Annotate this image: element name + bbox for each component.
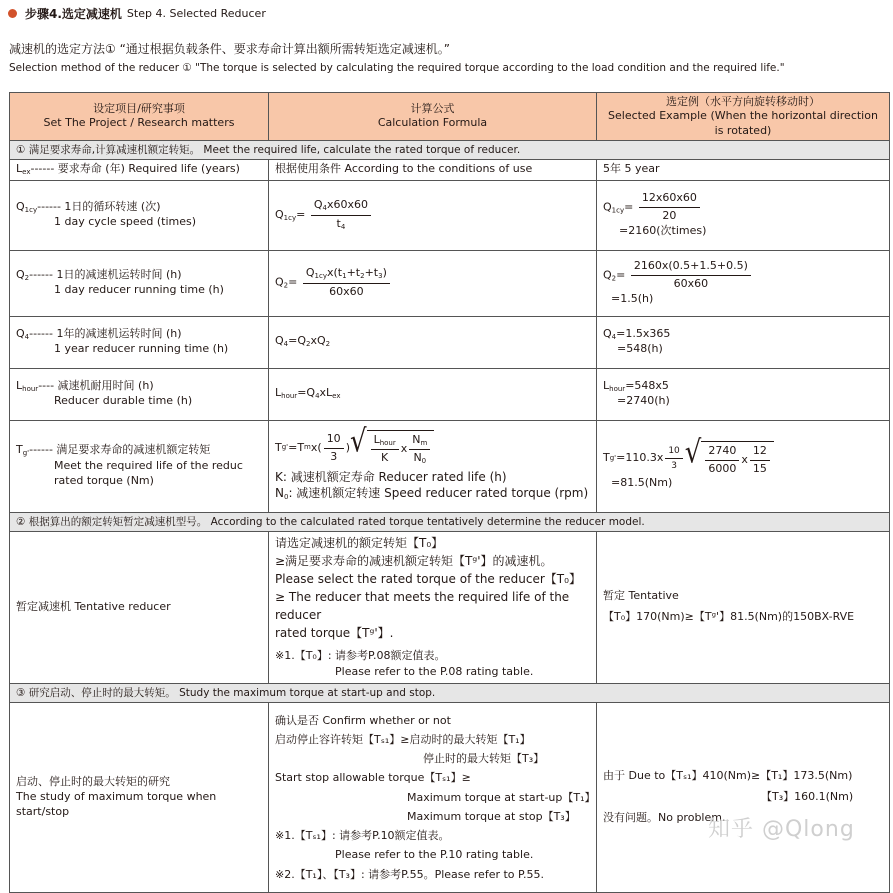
formula-durable-time: $L_{hour}=Q_4xL_{ex}$	[269, 368, 597, 420]
intro-text-zh: 减速机的选定方法① “通过根据负载条件、要求寿命计算出额所需转矩选定减速机。”	[9, 42, 451, 56]
item-required-life: $L_{ex}------$ 要求寿命 (年) Required life (years)	[10, 160, 269, 180]
formula-yearly-running-time: $Q_4=Q_2xQ_2$	[269, 316, 597, 368]
example-tentative-reducer: 暂定 Tentative 【T₀】170(Nm)≥【Tᵍ'】81.5(Nm)的150BX-RVE	[597, 531, 890, 683]
watermark: 知乎 @Qlong	[708, 817, 855, 842]
step-heading	[8, 4, 266, 22]
item-daily-running-time: $Q_2------$ 1日的减速机运转时间 (h) 1 day reducer running time (h)	[10, 250, 269, 316]
table-row-max-torque-start-stop	[10, 702, 890, 892]
table-row-yearly-running-time	[10, 316, 890, 368]
intro-text-en: Selection method of the reducer ① "The torque is selected by calculating the required torque according to the load condition and the required life."	[9, 62, 785, 74]
formula-tentative-reducer: 请选定减速机的额定转矩【T₀】 ≥满足要求寿命的减速机额定转矩【Tᵍ'】的减速机。 Please select the rated torque of the reducer【T₀】 ≥ The reducer that meets the required life of the reducer rated torque【Tᵍ'】. ※1.【T₀】: 请参考P.08额定值表。 Please refer to the P.08 rating table.	[269, 531, 597, 683]
example-required-life: 5年 5 year	[597, 160, 890, 180]
example-max-torque-start-stop: 由于 Due to【Tₛ₁】410(Nm)≥【T₁】173.5(Nm) 【T₃】160.1(Nm) 没有问题。No problem.	[597, 702, 890, 892]
column-header-example: 选定例（水平方向旋转移动时） Selected Example (When the horizontal direction is rotated)	[597, 93, 890, 141]
formula-max-torque-start-stop: 确认是否 Confirm whether or not 启动停止容许转矩【Tₛ₁】≥启动时的最大转矩【T₁】 停止时的最大转矩【T₃】 Start stop allowable torque【Tₛ₁】≥ Maximum torque at start-up【T₁】 Maximum torque at stop【T₃】 ※1.【Tₛ₁】: 请参考P.10额定值表。 Please refer to the P.10 rating table. ※2.【T₁】、【T₃】: 请参考P.55。Please refer to P.55.	[269, 702, 597, 892]
formula-cycle-speed: $Q_{1cy}=$ $\frac{Q_4x60x60}{t_4}$	[269, 180, 597, 250]
item-durable-time: $L_{hour}----$ 减速机耐用时间 (h) Reducer durable time (h)	[10, 368, 269, 420]
step-title-en: Step 4. Selected Reducer	[126, 6, 266, 20]
square-root-symbol: √ $\frac{2740}{6000}$ x $\frac{12}{15}$	[685, 441, 774, 477]
example-rated-torque: T g' =110.3x $\frac{10}{3}$ √ $\frac{2740}{6000}$ x $\frac{12}{15}$ =81.5(Nm)	[597, 420, 890, 512]
table-row-tentative-reducer	[10, 531, 890, 683]
section-1-heading: ① 满足要求寿命,计算减速机额定转矩。 Meet the required life, calculate the rated torque of reducer.	[10, 140, 890, 159]
item-cycle-speed: $Q_{1cy}------$ 1日的循环转速 (次) 1 day cycle speed (times)	[10, 180, 269, 250]
step-title-zh: 步骤4.选定减速机	[25, 6, 122, 21]
column-header-project: 设定项目/研究事项 Set The Project / Research matters	[10, 93, 269, 141]
reducer-selection-table	[9, 92, 890, 893]
table-row-daily-running-time	[10, 250, 890, 316]
section-3-heading: ③ 研究启动、停止时的最大转矩。 Study the maximum torque at start-up and stop.	[10, 683, 890, 702]
column-header-formula: 计算公式 Calculation Formula	[269, 93, 597, 141]
item-max-torque-start-stop: 启动、停止时的最大转矩的研究 The study of maximum torque when start/stop	[10, 702, 269, 892]
example-durable-time: $L_{hour}=548x5$ =2740(h)	[597, 368, 890, 420]
item-yearly-running-time: $Q_4------$ 1年的减速机运转时间 (h) 1 year reducer running time (h)	[10, 316, 269, 368]
formula-required-life: 根据使用条件 According to the conditions of use	[269, 160, 597, 180]
table-row-rated-torque	[10, 420, 890, 512]
item-rated-torque: $T_{g'}------$ 满足要求寿命的减速机额定转矩 Meet the required life of the reduc rated torque (Nm)	[10, 420, 269, 512]
item-tentative-reducer: 暂定减速机 Tentative reducer	[10, 531, 269, 683]
formula-daily-running-time: $Q_2=$ $\frac{Q_{1cy}x(t_1+t_2+t_3)}{60x60}$	[269, 250, 597, 316]
bullet-dot-icon	[8, 9, 17, 18]
example-yearly-running-time: $Q_4=1.5x365$ =548(h)	[597, 316, 890, 368]
table-row-cycle-speed	[10, 180, 890, 250]
section-2-heading: ② 根据算出的额定转矩暂定减速机型号。 According to the calculated rated torque tentatively determine the reducer model.	[10, 512, 890, 531]
table-row-durable-time	[10, 368, 890, 420]
example-cycle-speed: $Q_{1cy}=$ $\frac{12x60x60}{20}$ =2160(次times)	[597, 180, 890, 250]
formula-rated-torque: T g' =T m x( $\frac{10}{3}$ ) √ $\frac{L_{hour}}{K}$ x $\frac{N_m}{N_0}$ K: 减速机额定寿命 Reducer rated life (h) $N_0$: 减速机额定转速 Speed reducer rated torque (rpm)	[269, 420, 597, 512]
example-daily-running-time: $Q_2=$ $\frac{2160x(0.5+1.5+0.5)}{60x60}$ =1.5(h)	[597, 250, 890, 316]
square-root-symbol: √ $\frac{L_{hour}}{K}$ x $\frac{N_m}{N_0}$	[350, 430, 434, 467]
table-row-required-life	[10, 160, 890, 180]
